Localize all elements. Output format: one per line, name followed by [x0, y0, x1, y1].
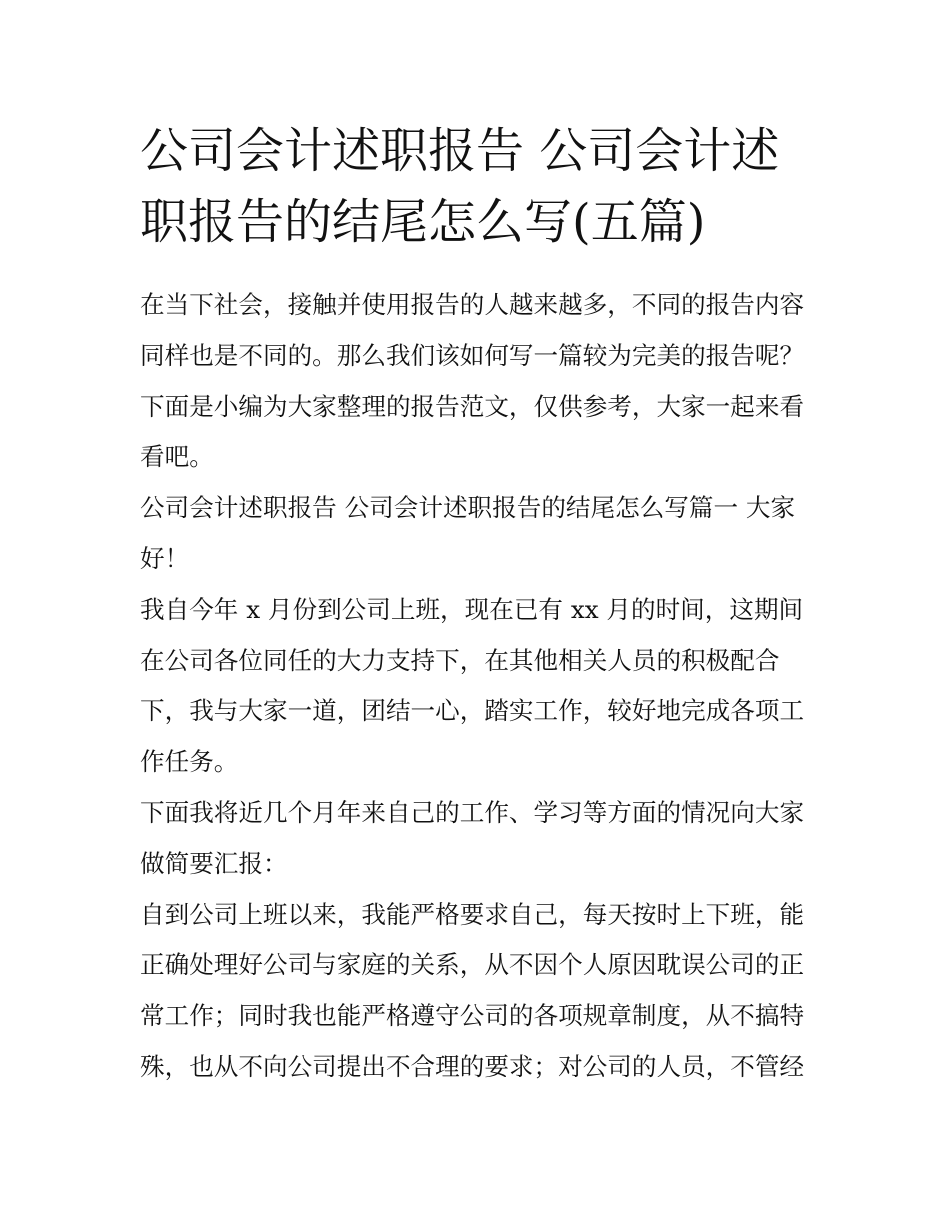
- paragraph-work-period: 我自今年 x 月份到公司上班，现在已有 xx 月的时间，这期间在公司各位同任的大力支持下，在其他相关人员的积极配合下，我与大家一道，团结一心，踏实工作，较好地完成各项工作任务。: [140, 594, 805, 777]
- paragraph-intro: 在当下社会，接触并使用报告的人越来越多，不同的报告内容同样也是不同的。那么我们该如何写一篇较为完美的报告呢？下面是小编为大家整理的报告范文，仅供参考，大家一起来看看吧。: [140, 290, 805, 472]
- document-body: [140, 280, 820, 1093]
- document-title: 公司会计述职报告 公司会计述职报告的结尾怎么写(五篇): [140, 123, 780, 250]
- paragraph-report-intro: 下面我将近几个月年来自己的工作、学习等方面的情况向大家做简要汇报：: [140, 797, 805, 878]
- paragraph-section-heading: 公司会计述职报告 公司会计述职报告的结尾怎么写篇一 大家好！: [140, 493, 796, 573]
- paragraph-discipline: 自到公司上班以来，我能严格要求自己，每天按时上下班，能正确处理好公司与家庭的关系，从不因个人原因耽误公司的正常工作；同时我也能严格遵守公司的各项规章制度，从不搞特殊，也从不向公司提出不合理的要求；对公司的人员，不管经: [140, 899, 805, 1081]
